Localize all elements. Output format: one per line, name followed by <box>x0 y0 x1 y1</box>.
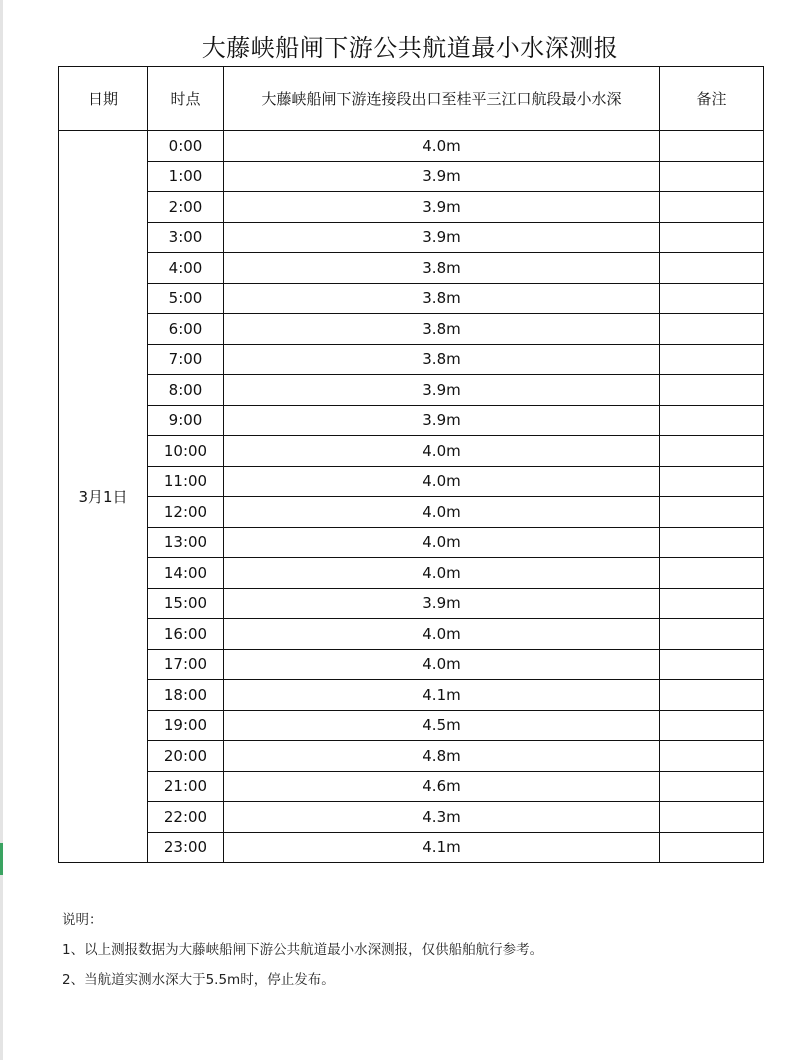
table-row <box>59 741 764 772</box>
note-cell <box>660 314 764 345</box>
time-cell: 18:00 <box>148 680 224 711</box>
depth-cell: 4.1m <box>224 832 660 863</box>
header-depth: 大藤峡船闸下游连接段出口至桂平三江口航段最小水深 <box>224 67 660 131</box>
notes-heading: 说明： <box>62 912 103 928</box>
note-item: 2、当航道实测水深大于5.5m时，停止发布。 <box>62 972 335 988</box>
depth-cell: 4.0m <box>224 619 660 650</box>
note-cell <box>660 802 764 833</box>
depth-cell: 3.8m <box>224 344 660 375</box>
note-cell <box>660 222 764 253</box>
edge-marker <box>0 843 3 875</box>
depth-cell: 3.8m <box>224 314 660 345</box>
time-cell: 0:00 <box>148 131 224 162</box>
table-body <box>59 131 764 863</box>
table-row <box>59 314 764 345</box>
depth-cell: 3.9m <box>224 405 660 436</box>
table-row <box>59 710 764 741</box>
time-cell: 1:00 <box>148 161 224 192</box>
note-cell <box>660 497 764 528</box>
note-cell <box>660 527 764 558</box>
table-row <box>59 588 764 619</box>
depth-cell: 3.8m <box>224 283 660 314</box>
time-cell: 9:00 <box>148 405 224 436</box>
header-date: 日期 <box>59 67 148 131</box>
note-cell <box>660 405 764 436</box>
note-cell <box>660 375 764 406</box>
time-cell: 7:00 <box>148 344 224 375</box>
table-row <box>59 558 764 589</box>
page-title: 大藤峡船闸下游公共航道最小水深测报 <box>201 34 619 62</box>
table-row <box>59 497 764 528</box>
table-row <box>59 192 764 223</box>
note-cell <box>660 436 764 467</box>
table-row <box>59 619 764 650</box>
note-cell <box>660 253 764 284</box>
table-row <box>59 436 764 467</box>
depth-cell: 3.9m <box>224 588 660 619</box>
table-row <box>59 832 764 863</box>
note-cell <box>660 588 764 619</box>
note-cell <box>660 649 764 680</box>
header-note: 备注 <box>660 67 764 131</box>
time-cell: 10:00 <box>148 436 224 467</box>
time-cell: 11:00 <box>148 466 224 497</box>
note-cell <box>660 680 764 711</box>
depth-cell: 4.0m <box>224 466 660 497</box>
depth-cell: 3.9m <box>224 192 660 223</box>
table-row <box>59 771 764 802</box>
table-row <box>59 283 764 314</box>
depth-cell: 3.9m <box>224 161 660 192</box>
depth-cell: 4.0m <box>224 436 660 467</box>
time-cell: 13:00 <box>148 527 224 558</box>
note-cell <box>660 344 764 375</box>
depth-cell: 4.8m <box>224 741 660 772</box>
depth-cell: 4.5m <box>224 710 660 741</box>
date-cell: 3月1日 <box>59 131 148 863</box>
depth-cell: 4.0m <box>224 131 660 162</box>
depth-cell: 4.3m <box>224 802 660 833</box>
note-cell <box>660 161 764 192</box>
note-cell <box>660 832 764 863</box>
depth-cell: 3.9m <box>224 222 660 253</box>
table-row <box>59 527 764 558</box>
table-row <box>59 131 764 162</box>
note-item: 1、以上测报数据为大藤峡船闸下游公共航道最小水深测报，仅供船舶航行参考。 <box>62 942 544 958</box>
time-cell: 23:00 <box>148 832 224 863</box>
depth-cell: 4.1m <box>224 680 660 711</box>
depth-cell: 4.6m <box>224 771 660 802</box>
time-cell: 20:00 <box>148 741 224 772</box>
time-cell: 6:00 <box>148 314 224 345</box>
time-cell: 22:00 <box>148 802 224 833</box>
table-row <box>59 680 764 711</box>
left-edge-strip <box>0 0 3 1060</box>
depth-cell: 4.0m <box>224 649 660 680</box>
time-cell: 21:00 <box>148 771 224 802</box>
time-cell: 19:00 <box>148 710 224 741</box>
note-cell <box>660 192 764 223</box>
table-row <box>59 466 764 497</box>
depth-cell: 4.0m <box>224 527 660 558</box>
time-cell: 3:00 <box>148 222 224 253</box>
table-row <box>59 649 764 680</box>
note-cell <box>660 131 764 162</box>
note-cell <box>660 558 764 589</box>
depth-cell: 4.0m <box>224 497 660 528</box>
note-cell <box>660 466 764 497</box>
depth-cell: 4.0m <box>224 558 660 589</box>
time-cell: 16:00 <box>148 619 224 650</box>
table-row <box>59 253 764 284</box>
time-cell: 15:00 <box>148 588 224 619</box>
depth-report-table <box>58 66 764 863</box>
table-row <box>59 344 764 375</box>
table-row <box>59 802 764 833</box>
table-row <box>59 405 764 436</box>
time-cell: 8:00 <box>148 375 224 406</box>
table-row <box>59 222 764 253</box>
note-cell <box>660 741 764 772</box>
time-cell: 12:00 <box>148 497 224 528</box>
table-row <box>59 375 764 406</box>
time-cell: 17:00 <box>148 649 224 680</box>
time-cell: 5:00 <box>148 283 224 314</box>
note-cell <box>660 771 764 802</box>
table-row <box>59 161 764 192</box>
time-cell: 2:00 <box>148 192 224 223</box>
note-cell <box>660 283 764 314</box>
depth-cell: 3.9m <box>224 375 660 406</box>
depth-cell: 3.8m <box>224 253 660 284</box>
header-time: 时点 <box>148 67 224 131</box>
header-row <box>59 67 764 131</box>
notes-section <box>62 912 543 1002</box>
note-cell <box>660 710 764 741</box>
note-cell <box>660 619 764 650</box>
time-cell: 4:00 <box>148 253 224 284</box>
time-cell: 14:00 <box>148 558 224 589</box>
